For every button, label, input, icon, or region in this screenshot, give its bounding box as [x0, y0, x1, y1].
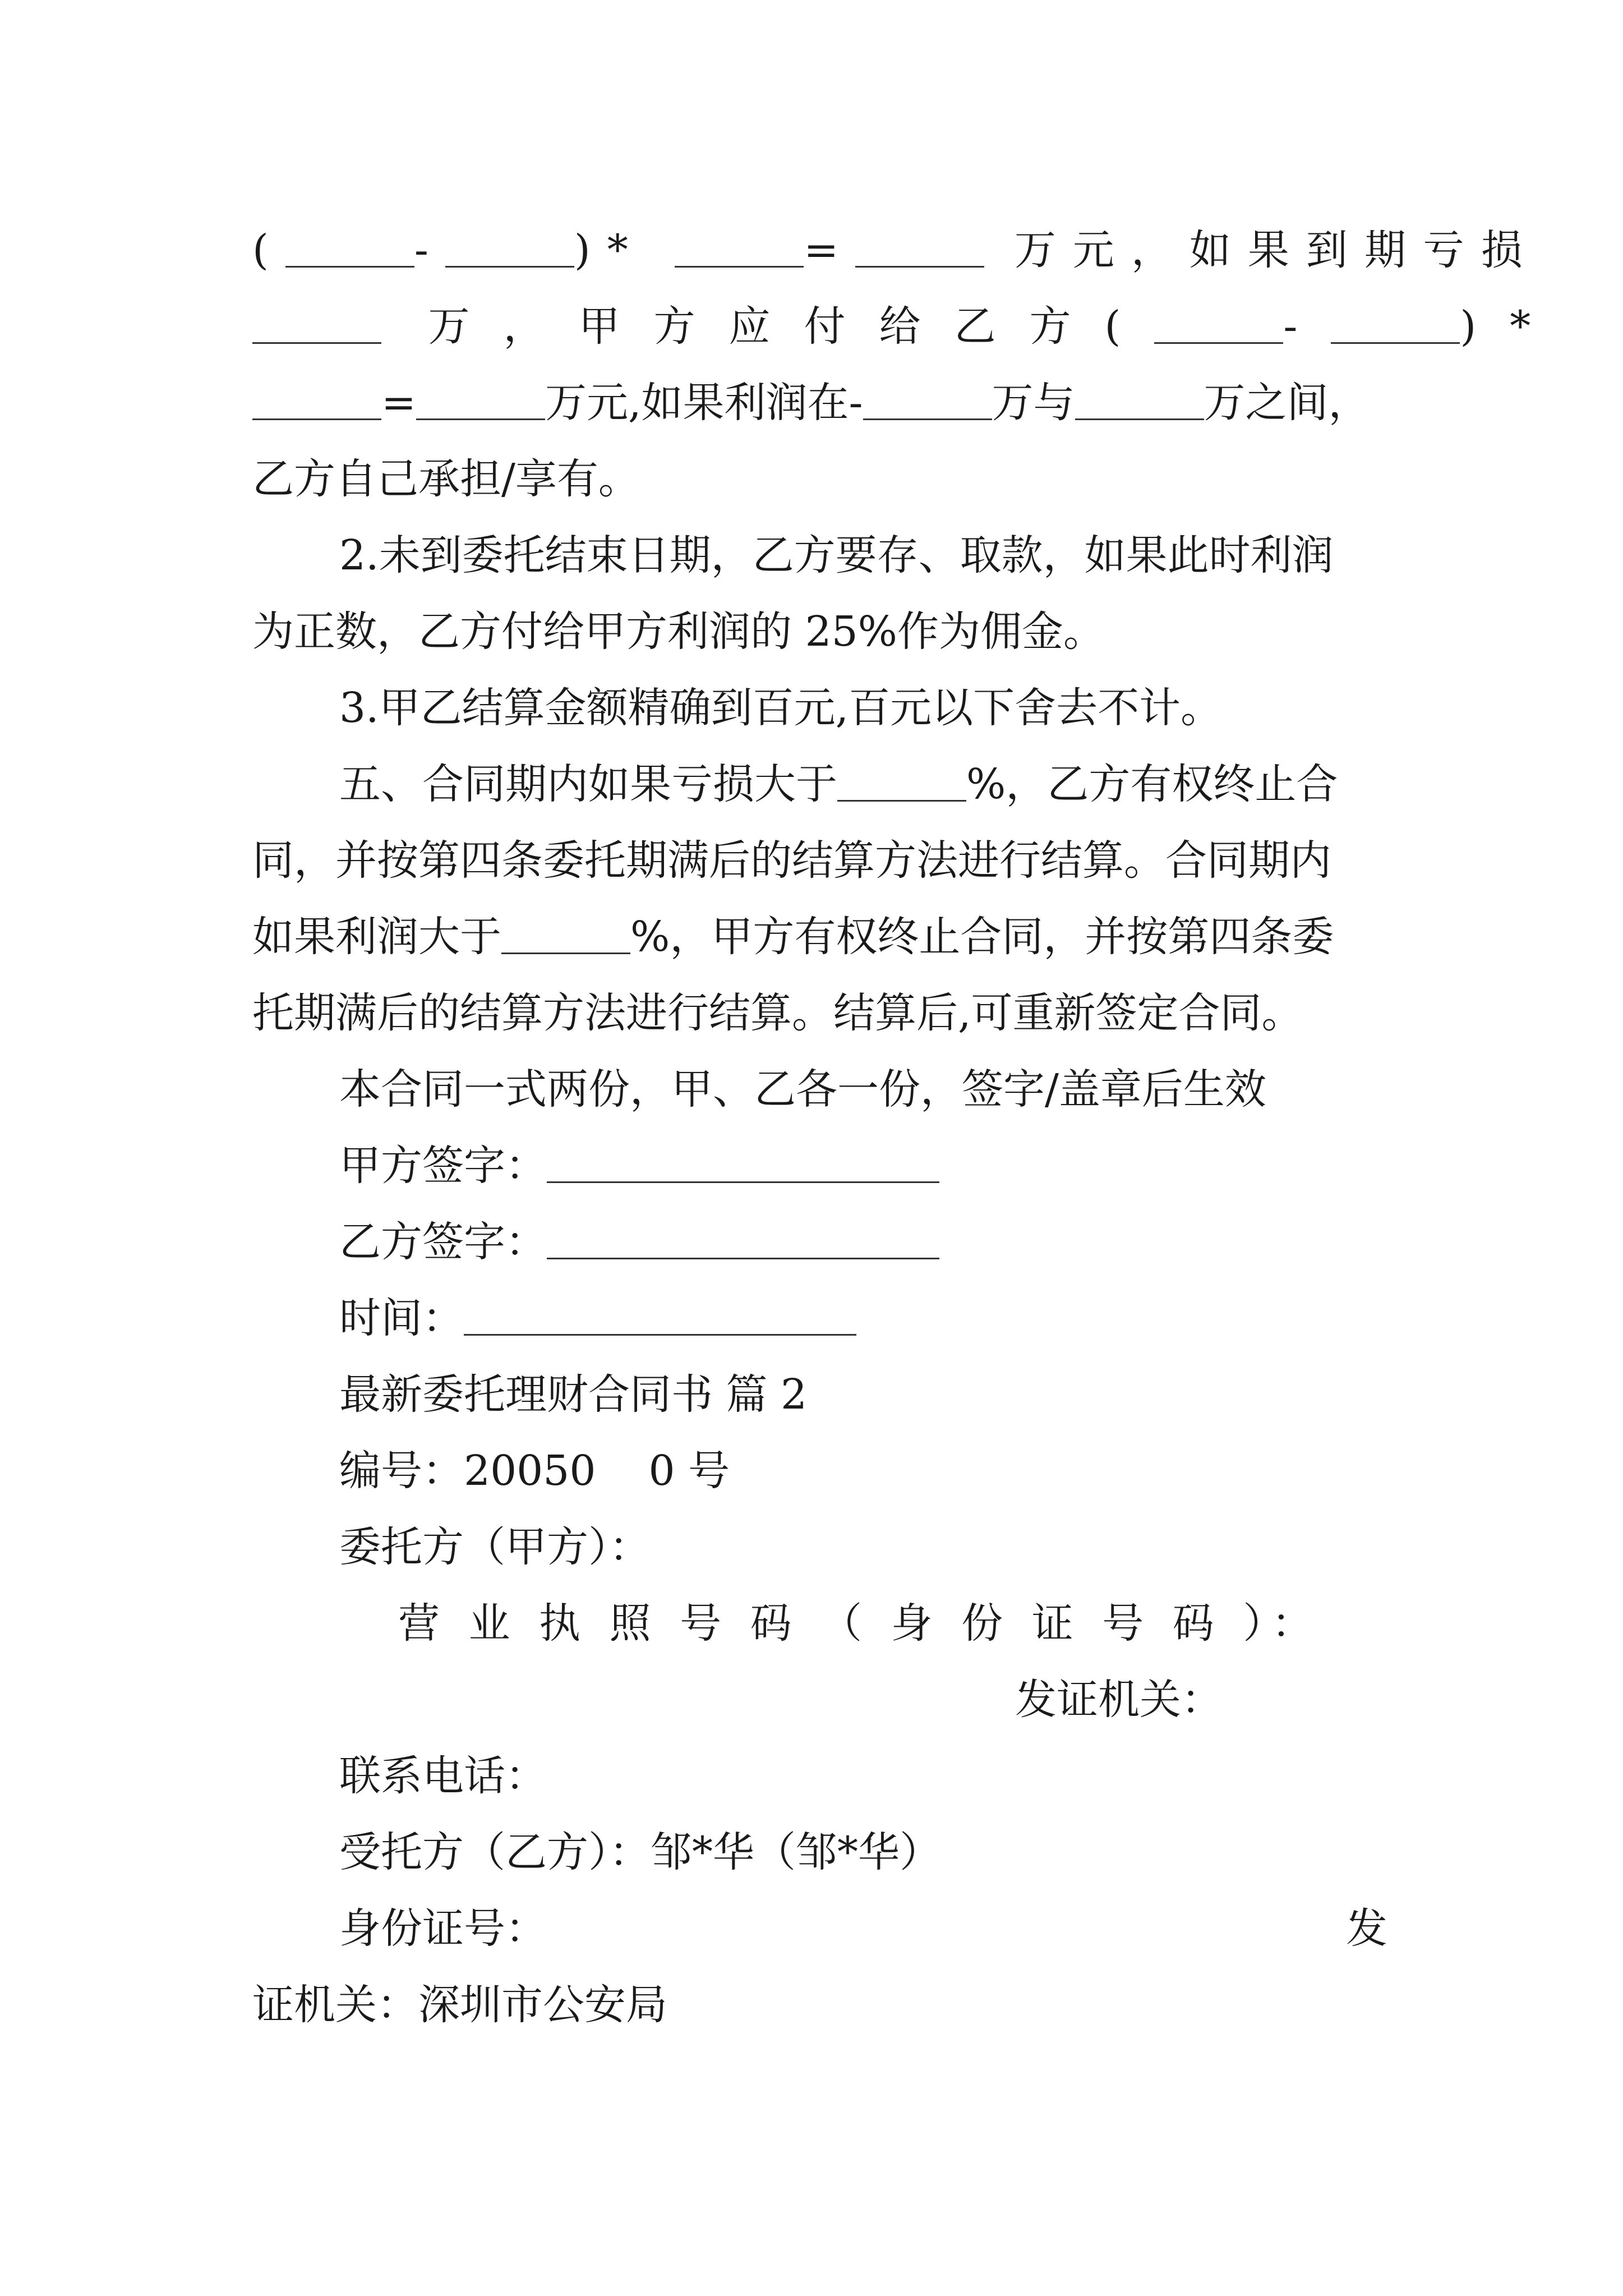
issuing-authority-value: 证机关：深圳市公安局 [252, 1981, 667, 2029]
text: 万与 [992, 379, 1075, 427]
text: 如果利润大于 [252, 913, 501, 961]
license-number-label: 营 业 执 照 号 码 （ 身 份 证 号 码 ）： [398, 1599, 1321, 1648]
text: %，乙方有权终止合 [966, 760, 1338, 808]
text: )* [1460, 302, 1565, 351]
party-b-signature [339, 1204, 1478, 1280]
text: 万元，如果到期亏损 [984, 226, 1539, 274]
paragraph-line: 同，并按第四条委托期满后的结算方法进行结算。合同期内 [252, 836, 1331, 885]
paragraph-line: 乙方自己承担/享有。 [252, 455, 640, 503]
fill-blank[interactable] [445, 227, 574, 268]
date-label: 时间： [339, 1294, 464, 1342]
fill-blank[interactable] [1075, 379, 1204, 420]
fill-blank[interactable] [252, 379, 381, 420]
party-a-signature [339, 1128, 1478, 1204]
text: - [1283, 302, 1331, 351]
paragraph-line: 2.未到委托结束日期，乙方要存、取款，如果此时利润 [339, 531, 1334, 579]
text: 发 [1346, 1904, 1387, 1953]
fill-blank[interactable] [855, 227, 984, 268]
fill-blank[interactable] [1154, 303, 1283, 344]
contract-number: 编号：20050 0 号 [339, 1447, 730, 1495]
fill-blank[interactable] [1331, 303, 1460, 344]
signature-label: 乙方签字： [339, 1218, 547, 1266]
paragraph-line: 为正数，乙方付给甲方利润的 25%作为佣金。 [252, 608, 1105, 656]
fill-blank[interactable] [416, 379, 545, 420]
text: 万元,如果利润在- [545, 379, 863, 427]
signature-field[interactable] [547, 1142, 939, 1183]
text: 万之间， [1204, 379, 1370, 427]
text: = [804, 226, 856, 274]
contact-phone-label: 联系电话： [339, 1752, 547, 1800]
fill-blank[interactable] [675, 227, 804, 268]
paragraph-line: 本合同一式两份，甲、乙各一份，签字/盖章后生效 [339, 1065, 1266, 1114]
text: ( [252, 226, 285, 274]
clause-formula-line-2 [252, 288, 1565, 365]
date-field[interactable] [464, 1295, 856, 1336]
fill-blank[interactable] [863, 379, 992, 420]
clause-five-line-3 [252, 899, 1391, 975]
text: %，甲方有权终止合同，并按第四条委 [630, 913, 1334, 961]
clause-five-line-1 [339, 746, 1478, 822]
text: = [381, 379, 417, 427]
trustee-label: 受托方（乙方）：邹*华（邹*华） [339, 1828, 941, 1876]
signature-label: 甲方签字： [339, 1142, 547, 1190]
fill-blank[interactable] [501, 913, 630, 954]
text: )* [574, 226, 675, 274]
id-number-label: 身份证号： [339, 1904, 547, 1953]
fill-blank[interactable] [252, 303, 381, 344]
text: 万，甲方应付给乙方( [381, 302, 1155, 351]
section-title: 最新委托理财合同书 篇 2 [339, 1370, 808, 1419]
issuing-authority-label: 发证机关： [1015, 1676, 1223, 1724]
clause-formula-line-3 [252, 365, 1391, 441]
paragraph-line: 3.甲乙结算金额精确到百元,百元以下舍去不计。 [339, 684, 1223, 732]
fill-blank[interactable] [285, 227, 414, 268]
clause-formula-line-1 [252, 212, 1539, 288]
principal-label: 委托方（甲方）： [339, 1523, 651, 1571]
text: - [414, 226, 445, 274]
paragraph-line: 托期满后的结算方法进行结算。结算后,可重新签定合同。 [252, 989, 1303, 1037]
fill-blank[interactable] [837, 761, 966, 802]
date-signature [339, 1280, 1478, 1356]
text: 五、合同期内如果亏损大于 [339, 760, 837, 808]
signature-field[interactable] [547, 1218, 939, 1259]
